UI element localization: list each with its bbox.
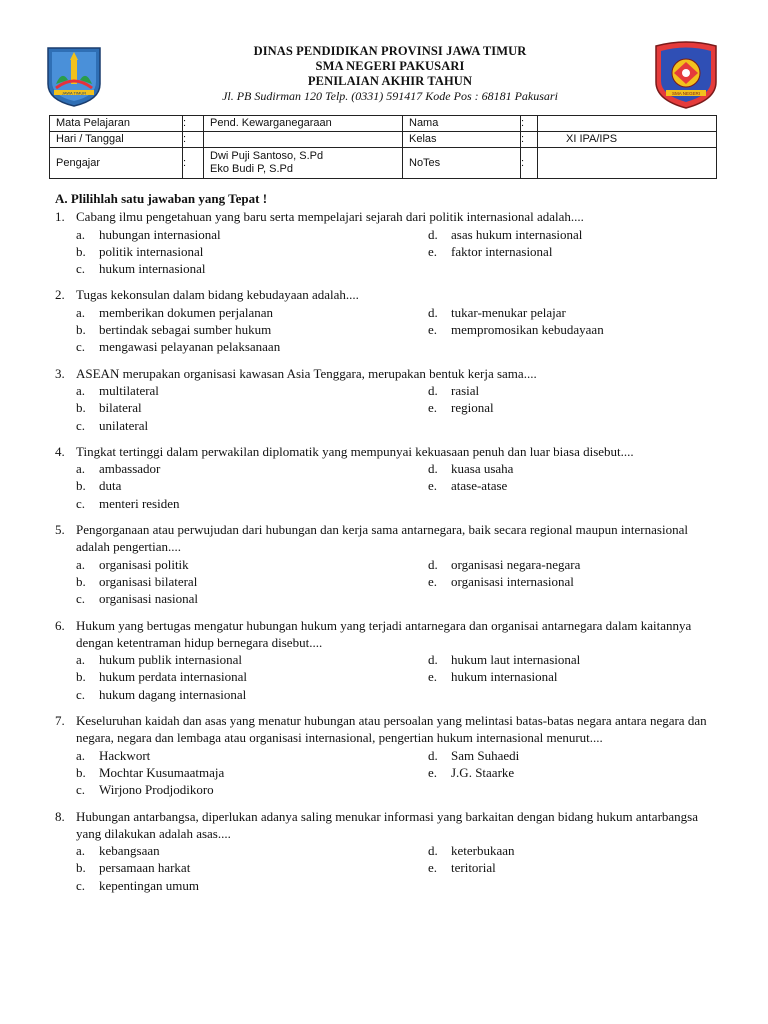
option-letter: a. (76, 382, 86, 398)
question-text: Hubungan antarbangsa, diperlukan adanya saling menukar informasi yang barkaitan dengan bidang hukum antarbangsa yang dilakukan adalah asas.... (76, 808, 698, 841)
option-text: organisasi internasional (451, 573, 574, 589)
option-b[interactable] (76, 243, 428, 260)
option-d[interactable] (428, 556, 728, 573)
option-text: unilateral (99, 417, 149, 433)
option-c[interactable] (76, 686, 428, 703)
option-d[interactable] (428, 842, 728, 859)
question-text: Keseluruhan kaidah dan asas yang menatur hubungan atau persoalan yang melintasi batas-batas negara antara negara dan negara, negara dan lembaga atau organisasi internasional, pengertian hukum internasional menurut.... (76, 713, 707, 746)
option-letter: b. (76, 322, 86, 338)
option-letter: d. (428, 747, 438, 763)
option-a[interactable] (76, 747, 428, 764)
option-text: memberikan dokumen perjalanan (99, 304, 273, 320)
question-1 (55, 208, 715, 277)
option-text: bilateral (99, 400, 142, 416)
option-e[interactable] (428, 477, 728, 494)
option-a[interactable] (76, 556, 428, 573)
question-number: 3. (55, 365, 65, 381)
question-8 (55, 808, 715, 894)
option-text: ambassador (99, 461, 161, 477)
option-text: organisasi negara-negara (451, 556, 581, 572)
option-text: bertindak sebagai sumber hukum (99, 322, 272, 338)
test-number-value[interactable] (538, 148, 717, 179)
document-header (0, 40, 768, 110)
school-logo (652, 40, 720, 110)
section-title: A. Plilihlah satu jawaban yang Tepat ! (55, 191, 268, 206)
option-text: mengawasi pelayanan pelaksanaan (99, 339, 281, 355)
option-b[interactable] (76, 764, 428, 781)
header-exam: PENILAIAN AKHIR TAHUN (307, 74, 473, 88)
option-letter: e. (428, 243, 438, 259)
colon: : (521, 132, 538, 148)
date-label: Hari / Tanggal (50, 132, 183, 148)
option-text: hukum internasional (99, 261, 206, 277)
teacher-label: Pengajar (50, 148, 183, 179)
colon: : (521, 148, 538, 179)
option-a[interactable] (76, 842, 428, 859)
option-d[interactable] (428, 747, 728, 764)
option-letter: c. (76, 339, 86, 355)
option-e[interactable] (428, 243, 728, 260)
question-number: 4. (55, 443, 65, 459)
option-letter: b. (76, 400, 86, 416)
option-letter: e. (428, 573, 438, 589)
left-logo-text: JAWA TIMUR (61, 90, 87, 96)
option-e[interactable] (428, 321, 728, 338)
option-text: organisasi politik (99, 556, 189, 572)
option-letter: d. (428, 461, 438, 477)
subject-label: Mata Pelajaran (50, 116, 183, 132)
question-6 (55, 617, 715, 703)
option-text: teritorial (451, 860, 496, 876)
option-letter: c. (76, 686, 86, 702)
teacher-name-2: Eko Budi P, S.Pd (210, 163, 293, 175)
test-number-label: NoTes (403, 148, 521, 179)
option-letter: a. (76, 304, 86, 320)
option-d[interactable] (428, 651, 728, 668)
question-text: Hukum yang bertugas mengatur hubungan hukum yang terjadi antarnegara dan organisai antarnegara dalam kaitannya dengan ketentraman hidup bernegara disebut.... (76, 617, 692, 650)
option-letter: d. (428, 652, 438, 668)
option-letter: c. (76, 495, 86, 511)
option-letter: e. (428, 322, 438, 338)
option-d[interactable] (428, 226, 728, 243)
option-text: atase-atase (451, 478, 508, 494)
option-a[interactable] (76, 460, 428, 477)
question-4 (55, 443, 715, 512)
option-a[interactable] (76, 304, 428, 321)
option-letter: d. (428, 843, 438, 859)
option-e[interactable] (428, 859, 728, 876)
option-letter: d. (428, 556, 438, 572)
option-text: rasial (451, 382, 480, 398)
option-letter: c. (76, 417, 86, 433)
option-letter: c. (76, 877, 86, 893)
option-letter: c. (76, 782, 86, 798)
header-address: Jl. PB Sudirman 120 Telp. (0331) 591417 Kode Pos : 68181 Pakusari (222, 89, 558, 103)
option-letter: b. (76, 243, 86, 259)
option-a[interactable] (76, 382, 428, 399)
option-text: duta (99, 478, 122, 494)
option-letter: e. (428, 400, 438, 416)
option-d[interactable] (428, 304, 728, 321)
option-text: Mochtar Kusumaatmaja (99, 764, 225, 780)
option-c[interactable] (76, 590, 428, 607)
option-c[interactable] (76, 781, 428, 798)
option-letter: a. (76, 461, 86, 477)
option-text: Wirjono Prodjodikoro (99, 782, 214, 798)
colon: : (183, 116, 204, 132)
date-value[interactable] (204, 132, 403, 148)
question-text: Cabang ilmu pengetahuan yang baru serta mempelajari sejarah dari politik internasional adalah.... (76, 209, 584, 225)
question-text: ASEAN merupakan organisasi kawasan Asia Tenggara, merupakan bentuk kerja sama.... (76, 365, 537, 381)
option-text: keterbukaan (451, 843, 515, 859)
question-text: Tugas kekonsulan dalam bidang kebudayaan adalah.... (76, 287, 359, 303)
option-text: hubungan internasional (99, 226, 221, 242)
question-number: 5. (55, 522, 65, 538)
option-text: hukum internasional (451, 669, 558, 685)
name-label: Nama (403, 116, 521, 132)
option-e[interactable] (428, 573, 728, 590)
east-java-province-logo (44, 44, 104, 108)
option-d[interactable] (428, 460, 728, 477)
option-letter: a. (76, 843, 86, 859)
option-text: mempromosikan kebudayaan (451, 322, 604, 338)
option-text: politik internasional (99, 243, 204, 259)
class-value: XI IPA/IPS (538, 132, 717, 148)
class-label: Kelas (403, 132, 521, 148)
option-e[interactable] (428, 399, 728, 416)
colon: : (521, 116, 538, 132)
question-number: 2. (55, 287, 65, 303)
option-text: persamaan harkat (99, 860, 191, 876)
option-letter: a. (76, 747, 86, 763)
teacher-value (204, 148, 403, 179)
option-text: hukum laut internasional (451, 652, 581, 668)
option-text: tukar-menukar pelajar (451, 304, 566, 320)
subject-value: Pend. Kewarganegaraan (204, 116, 403, 132)
option-text: kebangsaan (99, 843, 160, 859)
option-letter: a. (76, 556, 86, 572)
option-a[interactable] (76, 226, 428, 243)
question-text: Tingkat tertinggi dalam perwakilan diplomatik yang mempunyai kekuasaan penuh dan luar biasa disebut.... (76, 443, 634, 459)
option-letter: a. (76, 652, 86, 668)
option-letter: d. (428, 304, 438, 320)
question-number: 1. (55, 209, 65, 225)
option-letter: c. (76, 261, 86, 277)
option-text: multilateral (99, 382, 159, 398)
option-e[interactable] (428, 668, 728, 685)
option-letter: e. (428, 669, 438, 685)
option-b[interactable] (76, 399, 428, 416)
header-agency: DINAS PENDIDIKAN PROVINSI JAWA TIMUR (253, 44, 527, 58)
option-e[interactable] (428, 764, 728, 781)
colon: : (183, 132, 204, 148)
option-text: kepentingan umum (99, 877, 200, 893)
option-text: asas hukum internasional (451, 226, 583, 242)
option-text: hukum perdata internasional (99, 669, 248, 685)
option-b[interactable] (76, 668, 428, 685)
option-text: faktor internasional (451, 243, 553, 259)
question-2 (55, 286, 715, 355)
question-5 (55, 521, 715, 607)
option-c[interactable] (76, 877, 428, 894)
option-b[interactable] (76, 321, 428, 338)
question-text: Pengorganaan atau perwujudan dari hubungan dan kerja sama antarnegara, baik secara regional maupun internasional adalah pengertian.... (76, 522, 688, 555)
option-letter: d. (428, 382, 438, 398)
option-letter: b. (76, 478, 86, 494)
option-text: Hackwort (99, 747, 151, 763)
option-d[interactable] (428, 382, 728, 399)
option-letter: d. (428, 226, 438, 242)
option-text: menteri residen (99, 495, 180, 511)
option-b[interactable] (76, 477, 428, 494)
option-text: regional (451, 400, 494, 416)
question-3 (55, 365, 715, 434)
student-info-table (49, 115, 717, 179)
option-letter: b. (76, 860, 86, 876)
option-letter: b. (76, 764, 86, 780)
option-a[interactable] (76, 651, 428, 668)
option-letter: e. (428, 478, 438, 494)
question-list (55, 190, 715, 903)
colon: : (183, 148, 204, 179)
option-text: organisasi bilateral (99, 573, 198, 589)
option-c[interactable] (76, 417, 428, 434)
option-letter: e. (428, 764, 438, 780)
option-text: hukum publik internasional (99, 652, 242, 668)
option-text: kuasa usaha (451, 461, 514, 477)
question-number: 7. (55, 713, 65, 729)
option-letter: a. (76, 226, 86, 242)
option-letter: b. (76, 573, 86, 589)
option-text: organisasi nasional (99, 591, 199, 607)
question-number: 6. (55, 617, 65, 633)
question-number: 8. (55, 808, 65, 824)
option-c[interactable] (76, 338, 428, 355)
option-text: J.G. Staarke (451, 764, 515, 780)
option-b[interactable] (76, 859, 428, 876)
name-value[interactable] (538, 116, 717, 132)
question-7 (55, 712, 715, 798)
option-text: hukum dagang internasional (99, 686, 247, 702)
header-school: SMA NEGERI PAKUSARI (315, 59, 465, 73)
teacher-name-1: Dwi Puji Santoso, S.Pd (210, 150, 324, 162)
option-c[interactable] (76, 495, 428, 512)
right-logo-text: SMA NEGERI (671, 91, 701, 96)
option-letter: b. (76, 669, 86, 685)
option-text: Sam Suhaedi (451, 747, 520, 763)
option-c[interactable] (76, 260, 428, 277)
option-letter: c. (76, 591, 86, 607)
option-letter: e. (428, 860, 438, 876)
option-b[interactable] (76, 573, 428, 590)
